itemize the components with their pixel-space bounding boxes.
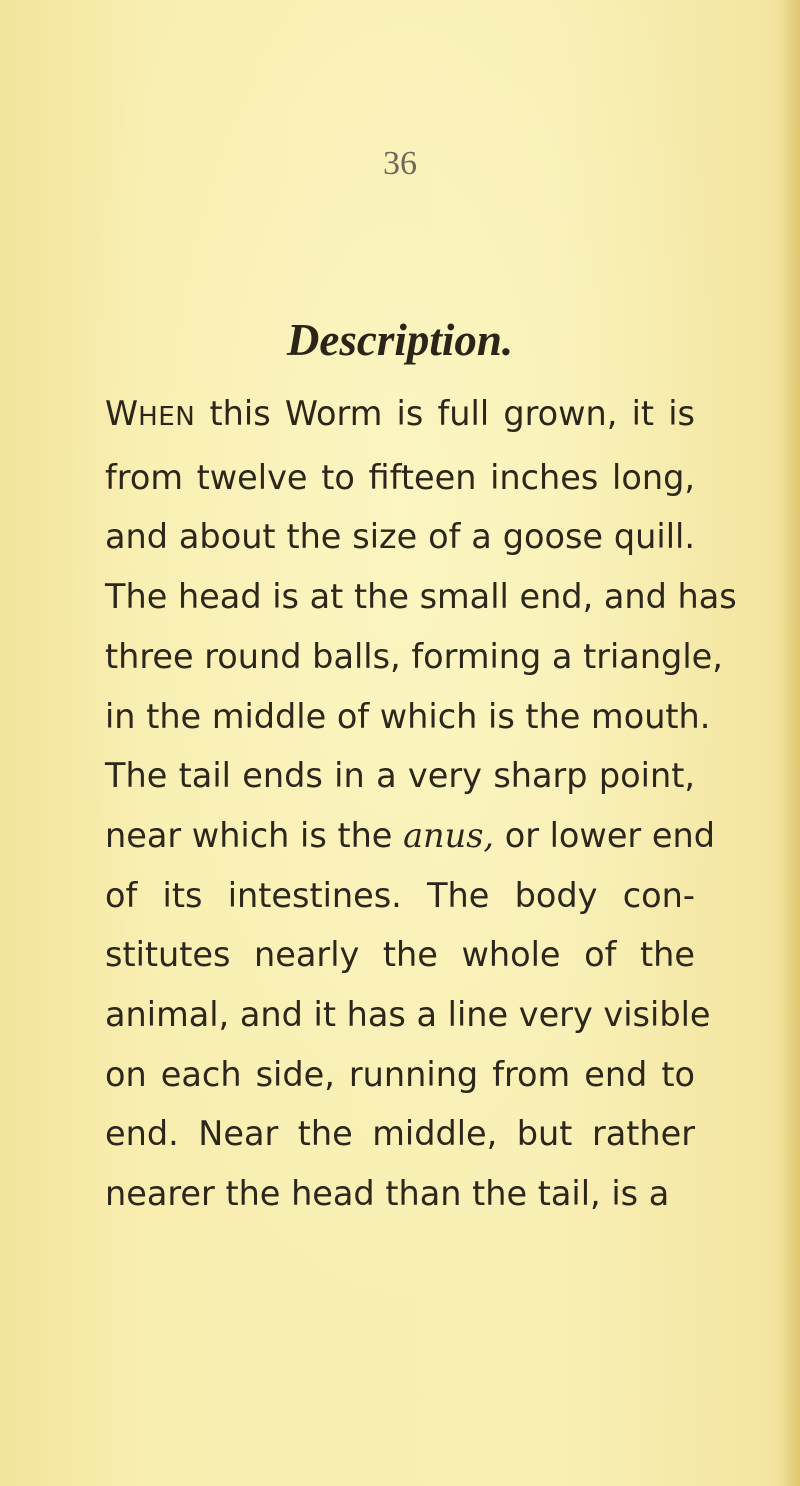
page-number: 36 xyxy=(383,145,417,182)
text-line: The head is at the small end, and has xyxy=(105,577,737,617)
text-line: three round balls, forming a triangle, xyxy=(105,636,723,676)
line-text: this Worm is full grown, it is xyxy=(195,394,695,433)
text-line xyxy=(105,384,695,448)
italic-term: anus, xyxy=(403,815,495,855)
drop-initial: W xyxy=(105,394,139,433)
line-text: or lower end xyxy=(494,815,715,855)
text-line: on each side, running from end to xyxy=(105,1054,695,1094)
text-line: The tail ends in a very sharp point, xyxy=(105,756,695,796)
line-text: near which is the xyxy=(105,815,404,855)
text-line: end. Near the middle, but rather xyxy=(105,1114,695,1154)
small-caps-word: HEN xyxy=(138,402,196,432)
small-caps-opening xyxy=(105,394,196,433)
body-paragraph xyxy=(105,384,737,1224)
text-line: and about the size of a goose quill. xyxy=(105,517,695,557)
page-edge-shadow xyxy=(782,0,800,1486)
section-heading: Description. xyxy=(286,315,514,365)
text-line: from twelve to fifteen inches long, xyxy=(105,457,695,497)
text-line: nearer the head than the tail, is a xyxy=(105,1174,670,1214)
text-line xyxy=(105,806,715,866)
text-line: animal, and it has a line very visible xyxy=(105,995,711,1035)
text-line: stitutes nearly the whole of the xyxy=(105,935,695,975)
text-line: of its intestines. The body con- xyxy=(105,875,695,915)
text-line: in the middle of which is the mouth. xyxy=(105,696,711,736)
